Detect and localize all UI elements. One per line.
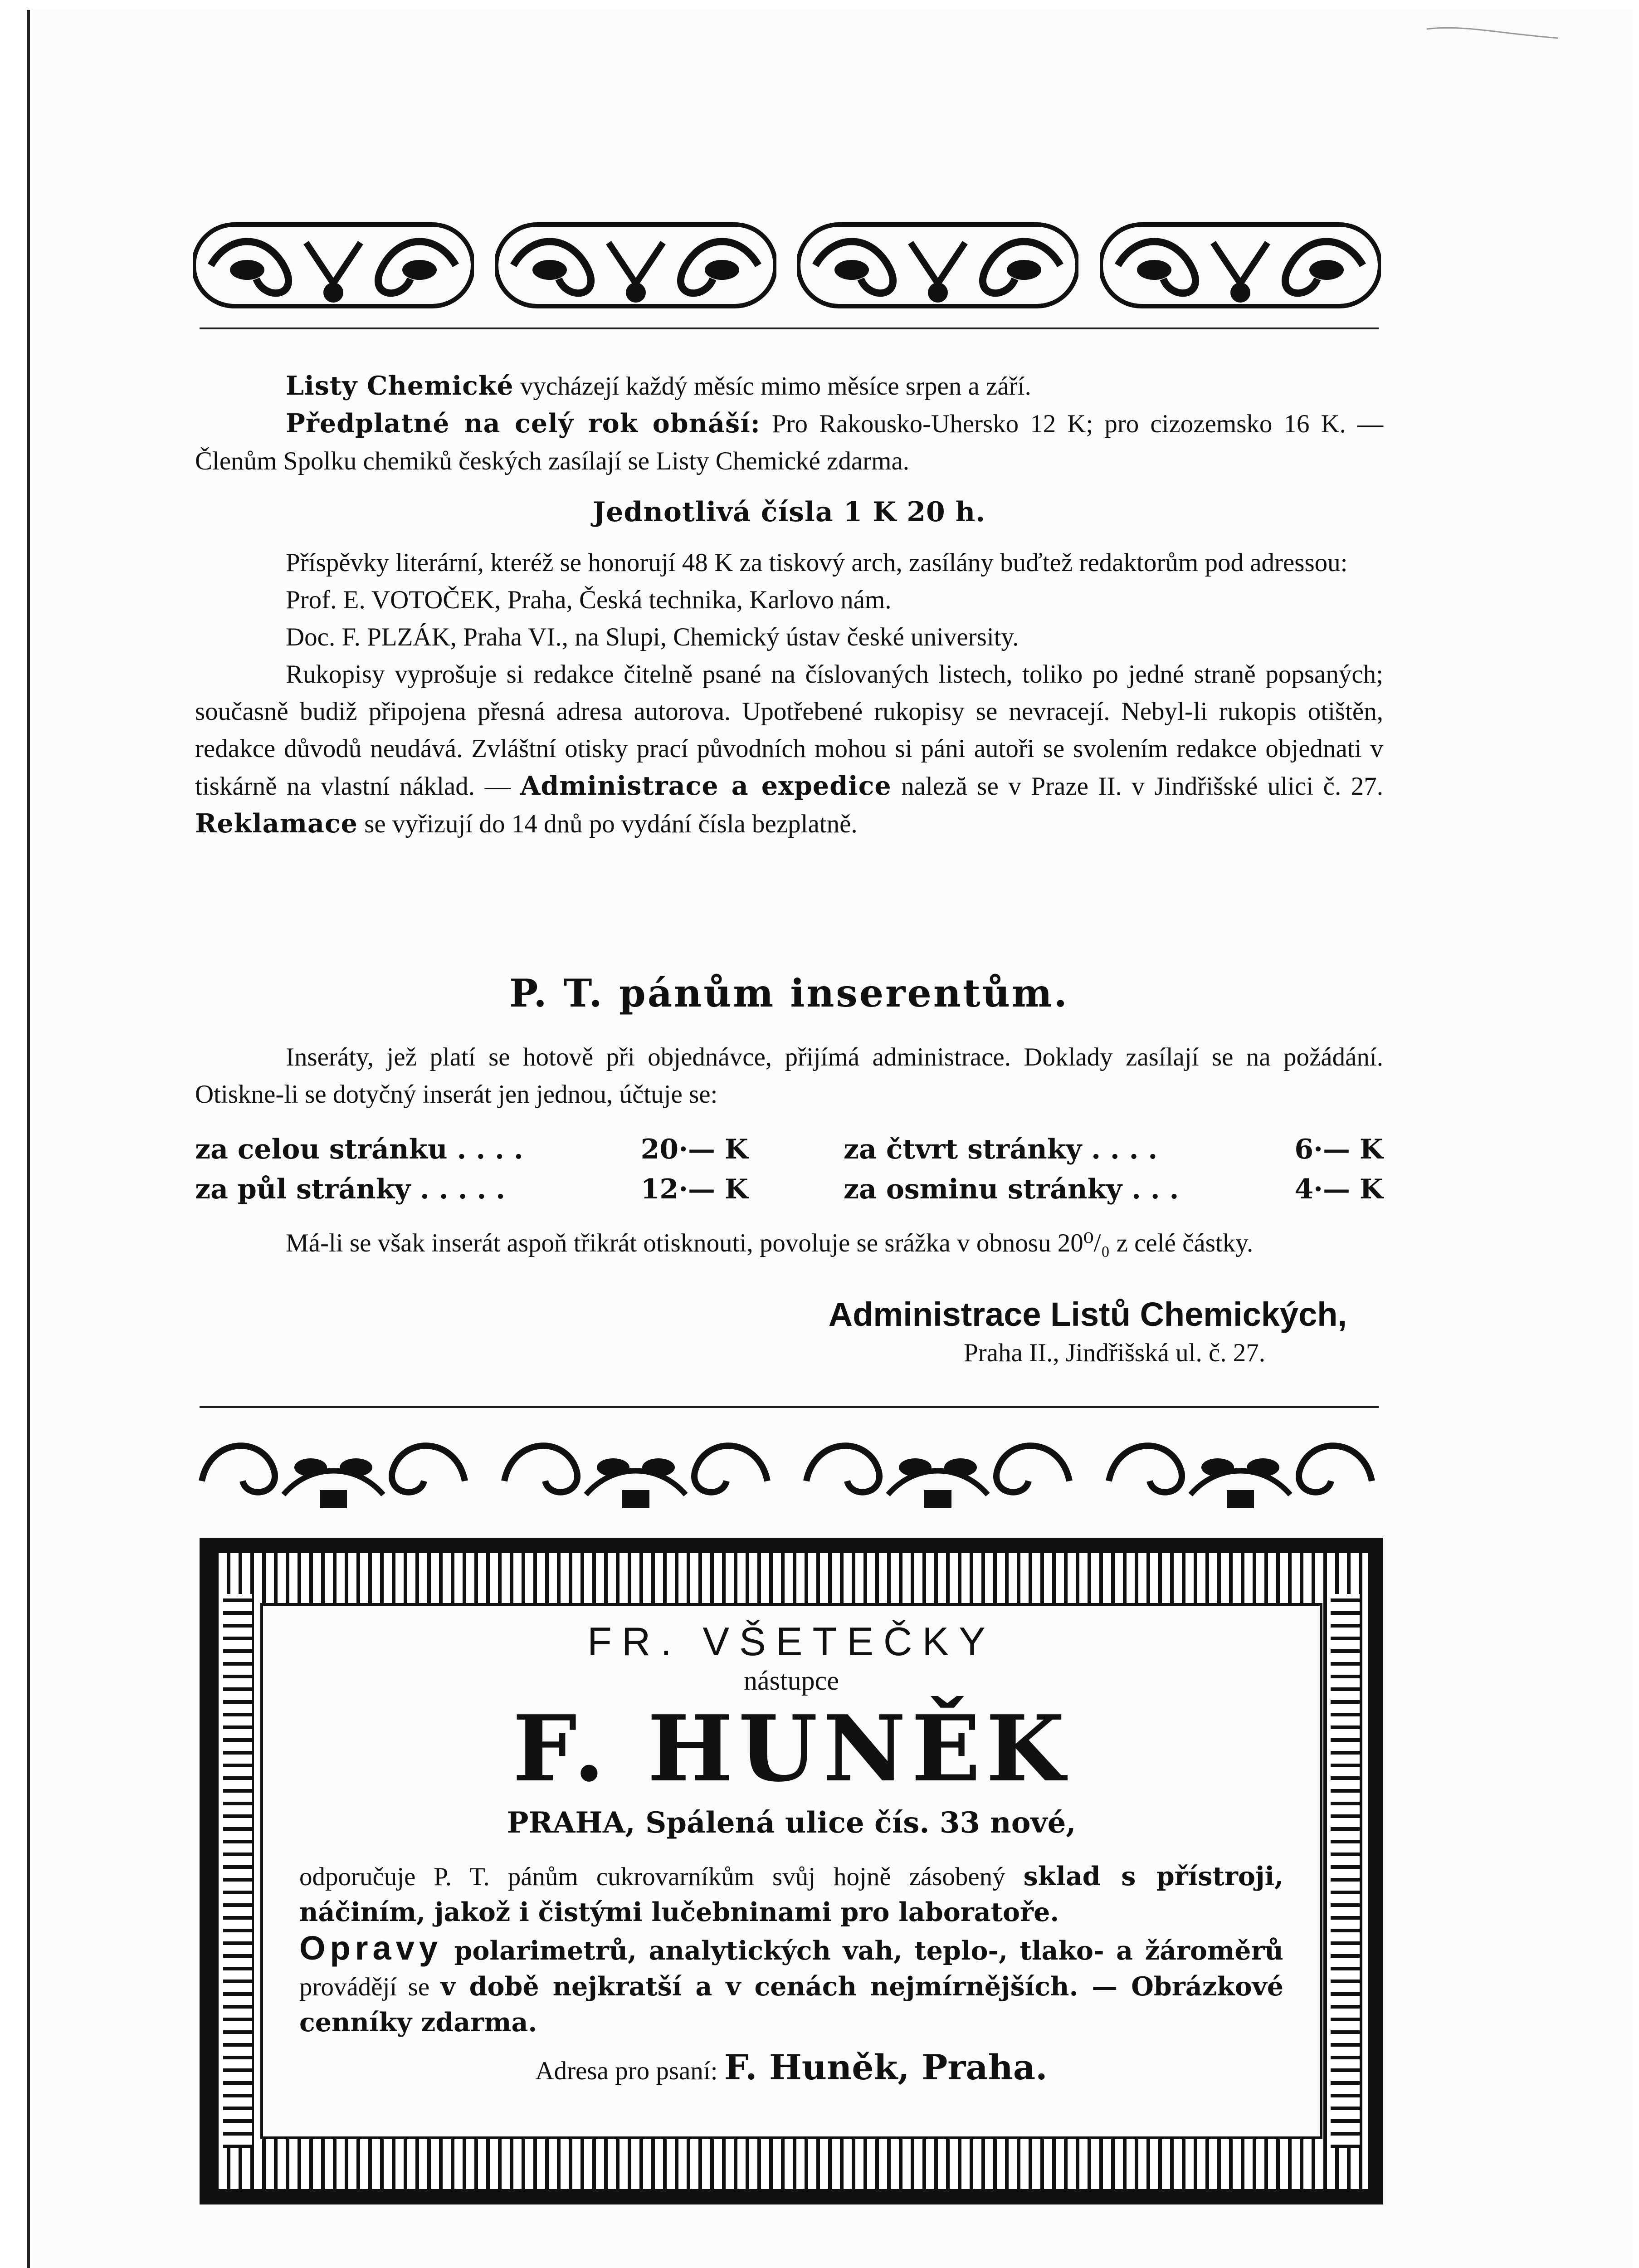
frame-border-left <box>223 1594 252 2148</box>
manuscripts-text-b: naleză se v Praze II. v Jindřišské ulici č. 27. <box>891 772 1384 801</box>
advert-postal-name: F. Huněk, Praha. <box>724 2047 1048 2087</box>
discount-note <box>195 1225 1383 1262</box>
ornament-scroll <box>797 1418 1078 1517</box>
administration-signature: Administrace Listů Chemických, <box>828 1295 1347 1333</box>
publication-note <box>195 367 1383 405</box>
subscription-label: Předplatné na celý rok obnáší: <box>286 408 761 439</box>
bottom-ornament-band <box>193 1415 1381 1520</box>
price-label: za osminu stránky . . . <box>844 1173 1179 1205</box>
advertisement-frame <box>200 1538 1383 2204</box>
price-row <box>195 1169 1383 1209</box>
advertisers-intro <box>195 1039 1383 1113</box>
price-row <box>195 1129 1383 1169</box>
advert-subtitle: nástupce <box>744 1666 839 1696</box>
price-item <box>195 1129 748 1169</box>
single-issue-price: Jednotlivá čísla 1 K 20 h. <box>592 496 986 528</box>
price-label: za čtvrt stránky . . . . <box>844 1134 1158 1165</box>
administration-address: Praha II., Jindřišská ul. č. 27. <box>964 1339 1265 1367</box>
advert-offer-text: odporučuje P. T. pánům cukrovarníkům svůj hojně zásobený <box>299 1862 1024 1891</box>
ornament-scroll <box>193 215 474 315</box>
advertisers-intro-text: Inseráty, jež platí se hotově při objednávce, přijímá administrace. Doklady zasílají se na požádání. Otiskne-li se dotyčný inserát jen jednou, účtuje se: <box>195 1043 1383 1109</box>
ornament-scroll <box>1100 1418 1381 1517</box>
ornament-scroll <box>193 1418 474 1517</box>
advertisers-heading: P. T. pánům inserentům. <box>509 971 1069 1016</box>
administration-label: Administrace a expedice <box>520 771 892 801</box>
advert-body <box>299 1859 1283 2041</box>
price-value: 6·— K <box>1294 1134 1383 1165</box>
ornament-scroll <box>797 215 1078 315</box>
advert-offer-bold: sklad s přístroji, náčiním, jakož i čistými lučebninami pro laboratoře. <box>299 1861 1283 1927</box>
advert-title: FR. VŠETEČKY <box>587 1619 995 1664</box>
advert-repairs-terms: v době nejkratší a v cenách nejmírnějších. — Obrázkové cenníky zdarma. <box>299 1971 1283 2038</box>
middle-rule <box>200 1406 1379 1408</box>
price-table <box>195 1129 1383 1209</box>
advert-address: PRAHA, Spálená ulice čís. 33 nové, <box>507 1806 1076 1840</box>
price-item <box>195 1169 748 1209</box>
price-item <box>844 1129 1383 1169</box>
manuscripts-text-c: se vyřizují do 14 dnů po vydání čísla bezplatně. <box>357 810 858 838</box>
advert-postal <box>299 2047 1283 2089</box>
advert-repairs-items: polarimetrů, analytických vah, teplo-, tlako- a žároměrů <box>442 1936 1283 1966</box>
price-value: 12·— K <box>640 1173 748 1205</box>
editor-address-1: Prof. E. VOTOČEK, Praha, Česká technika, Karlovo nám. <box>286 586 892 614</box>
price-label: za půl stránky . . . . . <box>195 1173 506 1205</box>
advert-repairs-label: Opravy <box>299 1929 443 1967</box>
advert-brand: F. HUNĚK <box>512 1696 1070 1802</box>
page-corner-scratch <box>1427 20 1558 47</box>
subscription-note <box>195 405 1383 480</box>
top-rule <box>200 327 1379 329</box>
editor-address-2: Doc. F. PLZÁK, Praha VI., na Slupi, Chemický ústav české university. <box>286 623 1019 651</box>
journal-title: Listy Chemické <box>286 371 514 401</box>
price-value: 4·— K <box>1294 1173 1383 1205</box>
price-value: 20·— K <box>640 1134 748 1165</box>
journal-info <box>195 367 1383 843</box>
advert-postal-label: Adresa pro psaní: <box>535 2057 724 2085</box>
ornament-scroll <box>495 215 776 315</box>
complaints-label: Reklamace <box>195 808 358 839</box>
advert-repairs-text: provádějí se <box>299 1973 441 2001</box>
manuscripts-text-a: Rukopisy vyprošuje si redakce čitelně psané na číslovaných listech, toliko po jedné straně popsaných; současně budiž připojena přesná adresa autorova. Upotřebené rukopisy se nevracejí. Nebyl-li rukopis otištěn, redakce důvodů neudává. Zvláštní otisky prací původních mohou si páni autoři se svolením redakce objednati v tiskárně na vlastní náklad. — <box>195 660 1383 801</box>
publication-schedule: vycházejí každý měsíc mimo měsíce srpen a září. <box>513 372 1031 401</box>
frame-border-right <box>1331 1594 1360 2148</box>
subscription-text: Pro Rakousko-Uhersko 12 K; pro cizozemsko 16 K. — Členům Spolku chemiků českých zasílají se Listy Chemické zdarma. <box>195 410 1383 475</box>
price-item <box>844 1169 1383 1209</box>
manuscripts-note <box>195 656 1383 843</box>
advertisement-content <box>299 1606 1283 2089</box>
ornament-scroll <box>1100 215 1381 315</box>
discount-text: Má-li se však inserát aspoň třikrát otisknouti, povoluje se srážka v obnosu 20⁰/₀ z celé částky. <box>286 1229 1254 1257</box>
price-label: za celou stránku . . . . <box>195 1134 523 1165</box>
advertisement-panel <box>260 1603 1322 2139</box>
contributions-note: Příspěvky literární, kteréž se honorují 48 K za tiskový arch, zasílány buďtež redaktorům pod adressou: <box>286 548 1348 577</box>
ornament-scroll <box>495 1418 776 1517</box>
top-ornament-band <box>193 213 1381 318</box>
